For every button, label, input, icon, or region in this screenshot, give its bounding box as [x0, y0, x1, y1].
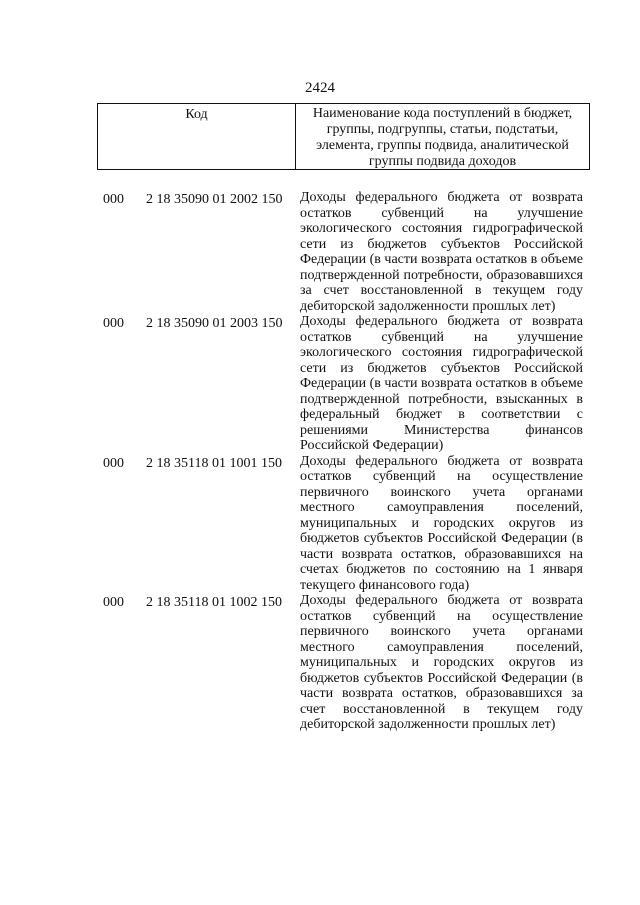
entry-description: Доходы федерального бюджета от возврата остатков субвенций на осуществление первичного воинского учета органами местного самоуправления поселений, муниципальных и городских округов из бюджетов субъектов Российской Федерации (в части возврата остатков, образовавшихся за счет восстановленной в текущем году дебиторской задолженности прошлых лет) [300, 593, 583, 732]
admin-code: 000 [103, 455, 124, 471]
admin-code: 000 [103, 595, 124, 610]
table-row [0, 593, 640, 733]
budget-code: 2 18 35118 01 1002 150 [146, 595, 282, 610]
table-row [0, 454, 640, 594]
budget-code: 2 18 35118 01 1001 150 [146, 455, 282, 471]
budget-code: 2 18 35090 01 2002 150 [146, 192, 283, 207]
admin-code: 000 [103, 316, 124, 331]
table-row [0, 190, 640, 314]
page-number: 2424 [305, 80, 335, 96]
admin-code: 000 [103, 192, 124, 207]
entry-description: Доходы федерального бюджета от возврата остатков субвенций на улучшение экологического состояния гидрографической сети из бюджетов субъектов Российской Федерации (в части возврата остатков в объеме подтвержденной потребности, образовавшихся за счет восстановленной в текущем году дебиторской задолженности прошлых лет) [300, 190, 583, 314]
header-kod: Код [98, 104, 296, 169]
entry-description: Доходы федерального бюджета от возврата остатков субвенций на улучшение экологического состояния гидрографической сети из бюджетов субъектов Российской Федерации (в части возврата остатков в объеме подтвержденной потребности, взысканных в федеральный бюджет в соответствии с решениями Министерства финансов Российской Федерации) [300, 314, 583, 453]
table-row [0, 314, 640, 454]
entries-list [0, 190, 640, 733]
header-name: Наименование кода поступлений в бюджет, группы, подгруппы, статьи, подстатьи, элемента, группы подвида, аналитической группы подвида доходов [312, 106, 573, 169]
entry-description: Доходы федерального бюджета от возврата остатков субвенций на осуществление первичного воинского учета органами местного самоуправления поселений, муниципальных и городских округов из бюджетов субъектов Российской Федерации (в части возврата остатков, образовавшихся на счетах бюджетов по состоянию на 1 января текущего финансового года) [300, 453, 583, 593]
budget-code: 2 18 35090 01 2003 150 [146, 316, 283, 331]
table-header [97, 103, 590, 170]
